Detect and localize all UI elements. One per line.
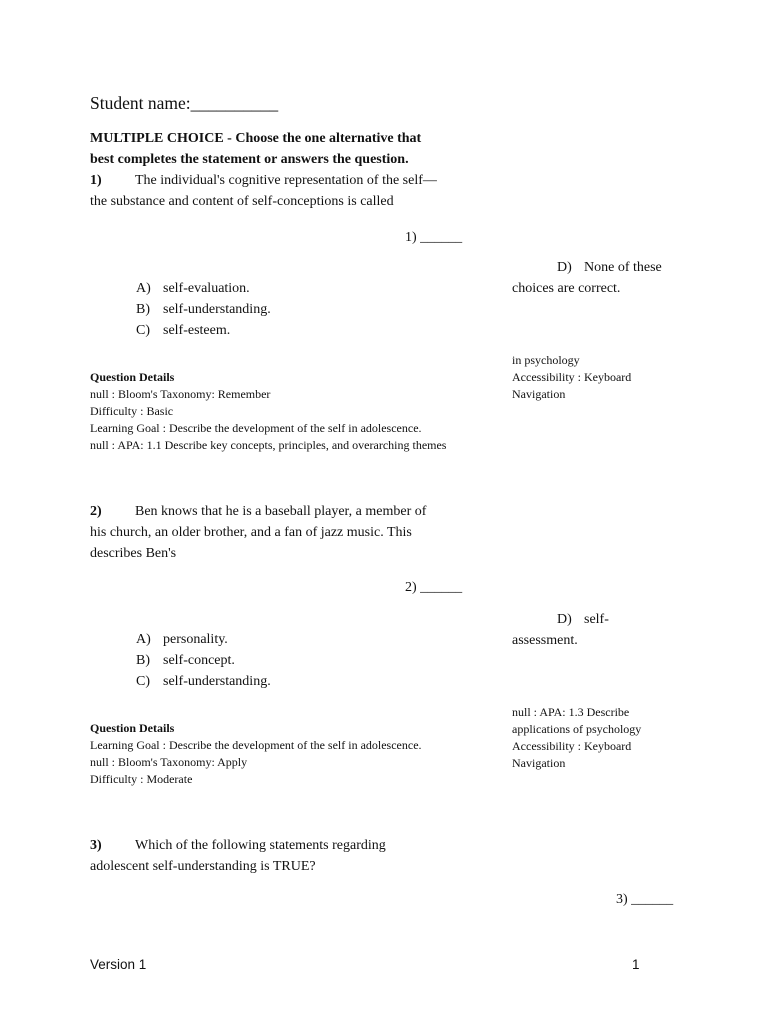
question-1-option-d-continued: choices are correct. — [512, 281, 621, 296]
question-2-details — [90, 720, 422, 788]
question-details-line: null : Bloom's Taxonomy: Remember — [90, 387, 271, 401]
question-1-option-c: C) self-esteem. — [136, 323, 231, 338]
question-details-line: Accessibility : Keyboard — [512, 739, 632, 753]
question-2-stem-line-3: describes Ben's — [90, 546, 177, 561]
student-name-field: Student name:__________ — [90, 93, 279, 113]
question-2-stem-line-2: his church, an older brother, and a fan of jazz music. This — [90, 525, 412, 540]
question-2-option-c: C) self-understanding. — [136, 674, 271, 689]
question-details-title: Question Details — [90, 370, 175, 384]
question-1-option-d: D) None of these — [557, 260, 662, 275]
question-1-option-a: A) self-evaluation. — [136, 281, 250, 296]
question-2-option-d-continued: assessment. — [512, 633, 578, 648]
question-details-line: applications of psychology — [512, 722, 642, 736]
question-1-answer-blank: 1) ______ — [405, 230, 463, 245]
question-1-stem-line-1: 1) The individual's cognitive representation of the self— — [90, 170, 437, 191]
footer-page-number: 1 — [632, 957, 640, 972]
question-details-line: Difficulty : Basic — [90, 404, 174, 418]
question-2-details-right — [512, 704, 641, 772]
question-2-number: 2) — [90, 504, 102, 519]
question-details-line: Learning Goal : Describe the development of the self in adolescence. — [90, 421, 422, 435]
question-1-option-b: B) self-understanding. — [136, 302, 271, 317]
instructions-line-2: best completes the statement or answers the question. — [90, 152, 409, 167]
question-3-stem-line-1: 3) Which of the following statements regarding — [90, 835, 386, 856]
question-1-details — [90, 369, 446, 454]
question-1-number: 1) — [90, 173, 102, 188]
question-1-stem-line-2: the substance and content of self-conceptions is called — [90, 194, 394, 209]
question-details-line: Navigation — [512, 387, 566, 401]
question-2-option-d: D) self- — [557, 612, 609, 627]
question-details-line: Learning Goal : Describe the development of the self in adolescence. — [90, 738, 422, 752]
question-details-title: Question Details — [90, 721, 175, 735]
question-1-details-right — [512, 352, 631, 403]
question-2-answer-blank: 2) ______ — [405, 580, 463, 595]
question-details-line: Navigation — [512, 756, 566, 770]
question-details-line: in psychology — [512, 353, 580, 367]
question-2-stem-line-1: 2) Ben knows that he is a baseball player, a member of — [90, 501, 426, 522]
question-details-line: Accessibility : Keyboard — [512, 370, 632, 384]
question-details-line: null : APA: 1.3 Describe — [512, 705, 630, 719]
question-details-line: Difficulty : Moderate — [90, 772, 193, 786]
question-details-line: null : Bloom's Taxonomy: Apply — [90, 755, 248, 769]
question-3-stem-line-2: adolescent self-understanding is TRUE? — [90, 859, 316, 874]
question-2-option-b: B) self-concept. — [136, 653, 235, 668]
instructions-line-1: MULTIPLE CHOICE - Choose the one alternative that — [90, 131, 422, 146]
question-3-number: 3) — [90, 838, 102, 853]
question-2-option-a: A) personality. — [136, 632, 228, 647]
question-details-line: null : APA: 1.1 Describe key concepts, principles, and overarching themes — [90, 438, 447, 452]
footer-version: Version 1 — [90, 957, 147, 972]
question-3-answer-blank: 3) ______ — [616, 892, 674, 907]
